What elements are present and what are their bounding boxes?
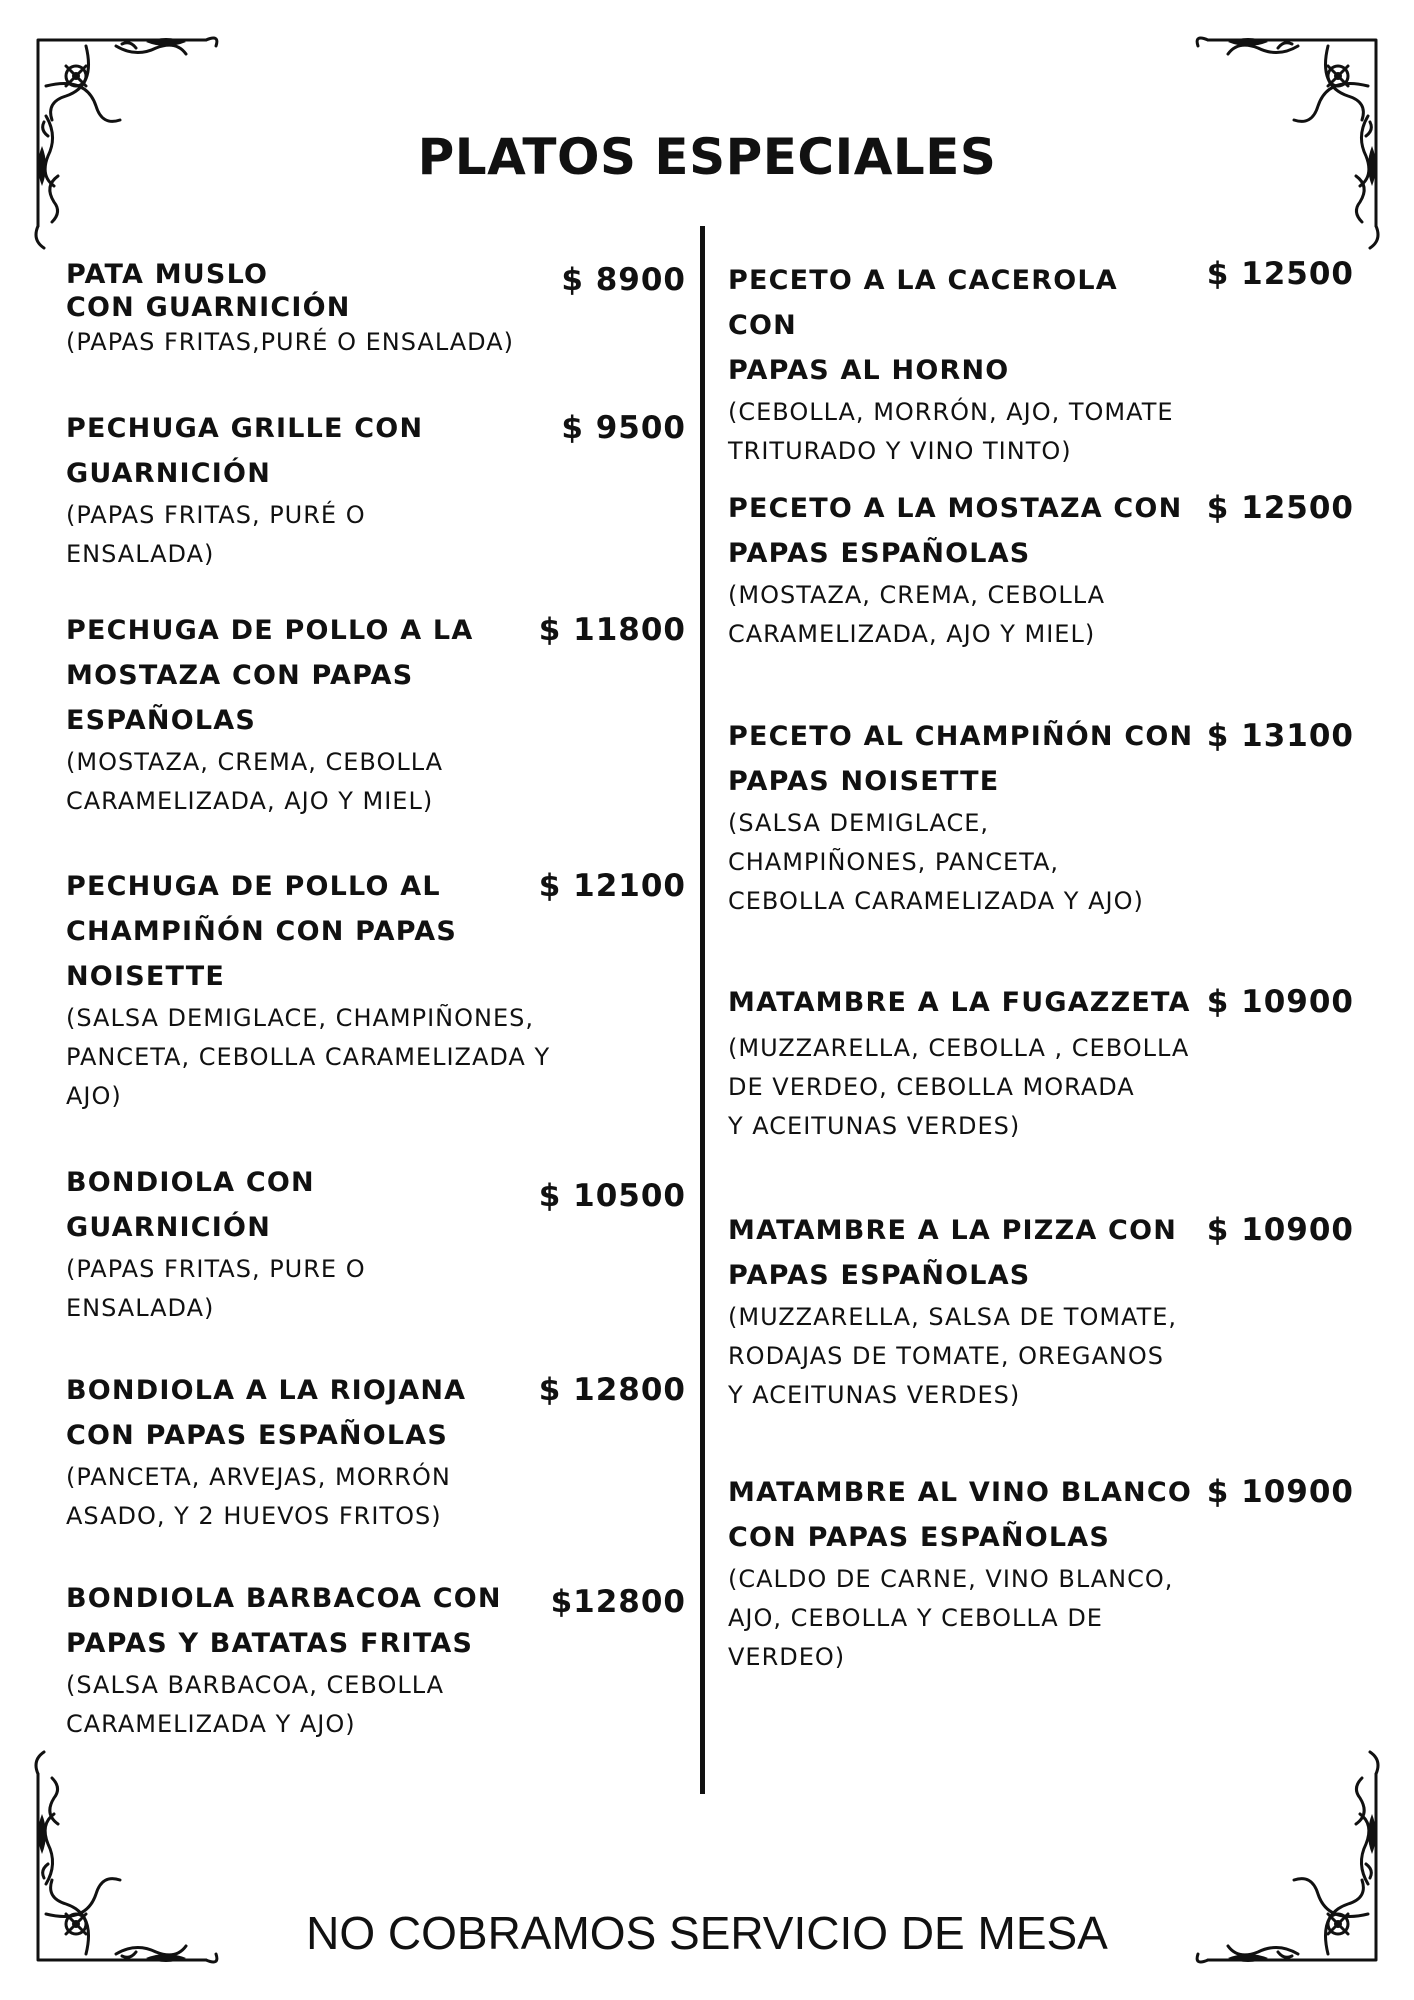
item-name: PECHUGA DE POLLO AL CHAMPIÑÓN CON PAPAS NOISETTE [66,871,457,992]
item-name: PATA MUSLO CON GUARNICIÓN [66,259,351,323]
item-description: (PAPAS FRITAS, PURÉ O ENSALADA) [66,501,366,568]
item-description: (SALSA DEMIGLACE, CHAMPIÑONES, PANCETA, CEBOLLA CARAMELIZADA Y AJO) [728,809,1144,915]
item-description: (PANCETA, ARVEJAS, MORRÓN ASADO, Y 2 HUEVOS FRITOS) [66,1463,451,1530]
item-description: (MOSTAZA, CREMA, CEBOLLA CARAMELIZADA, AJO Y MIEL) [728,581,1106,648]
item-price: $ 10900 [1206,1212,1354,1248]
item-name: BONDIOLA CON GUARNICIÓN [66,1167,315,1243]
item-price: $12800 [550,1584,686,1620]
item-description: (MUZZARELLA, CEBOLLA , CEBOLLA DE VERDEO, CEBOLLA MORADA Y ACEITUNAS VERDES) [728,1034,1190,1140]
menu-item [728,714,1354,921]
item-description: (PAPAS FRITAS, PURE O ENSALADA) [66,1255,366,1322]
item-description: (MOSTAZA, CREMA, CEBOLLA CARAMELIZADA, AJO Y MIEL) [66,748,444,815]
item-name: BONDIOLA BARBACOA CON PAPAS Y BATATAS FRITAS [66,1583,502,1659]
item-price: $ 12500 [1206,490,1354,526]
menu-item [728,258,1354,471]
menu-item [66,1576,686,1744]
item-name: PECHUGA GRILLE CON GUARNICIÓN [66,413,424,489]
item-price: $ 10900 [1206,984,1354,1020]
item-name: MATAMBRE AL VINO BLANCO CON PAPAS ESPAÑOLAS [728,1477,1193,1553]
item-price: $ 12100 [538,868,686,904]
menu-item [66,1160,686,1328]
item-price: $ 8900 [561,262,686,298]
menu-item [66,1368,686,1536]
item-price: $ 12500 [1206,256,1354,292]
menu-item [728,1208,1354,1415]
item-price: $ 11800 [538,612,686,648]
menu-item [728,1470,1354,1677]
item-name: BONDIOLA A LA RIOJANA CON PAPAS ESPAÑOLAS [66,1375,467,1451]
menu-item [66,258,686,360]
menu-item [66,406,686,574]
item-description: (SALSA BARBACOA, CEBOLLA CARAMELIZADA Y AJO) [66,1671,445,1738]
item-name: PECETO A LA CACEROLA CON PAPAS AL HORNO [728,265,1118,386]
item-price: $ 12800 [538,1372,686,1408]
page-title: PLATOS ESPECIALES [417,128,997,186]
item-name: PECETO A LA MOSTAZA CON PAPAS ESPAÑOLAS [728,493,1183,569]
item-description: (CALDO DE CARNE, VINO BLANCO, AJO, CEBOLLA Y CEBOLLA DE VERDEO) [728,1565,1174,1671]
item-price: $ 9500 [561,410,686,446]
item-name: PECHUGA DE POLLO A LA MOSTAZA CON PAPAS ESPAÑOLAS [66,615,474,736]
item-name: PECETO AL CHAMPIÑÓN CON PAPAS NOISETTE [728,721,1194,797]
item-description: (MUZZARELLA, SALSA DE TOMATE, RODAJAS DE TOMATE, OREGANOS Y ACEITUNAS VERDES) [728,1303,1178,1409]
footer-note: NO COBRAMOS SERVICIO DE MESA [306,1907,1108,1959]
item-name: MATAMBRE A LA FUGAZZETA [728,987,1191,1018]
menu-item [66,864,686,1116]
column-divider [700,226,705,1794]
item-price: $ 10500 [538,1178,686,1214]
item-description: (CEBOLLA, MORRÓN, AJO, TOMATE TRITURADO Y VINO TINTO) [728,398,1174,465]
menu-item [728,980,1354,1146]
item-name: MATAMBRE A LA PIZZA CON PAPAS ESPAÑOLAS [728,1215,1178,1291]
item-price: $ 10900 [1206,1474,1354,1510]
item-price: $ 13100 [1206,718,1354,754]
menu-item [66,608,686,821]
item-description: (SALSA DEMIGLACE, CHAMPIÑONES, PANCETA, CEBOLLA CARAMELIZADA Y AJO) [66,1004,551,1110]
item-description: (PAPAS FRITAS,PURÉ O ENSALADA) [66,328,514,356]
menu-item [728,486,1354,654]
